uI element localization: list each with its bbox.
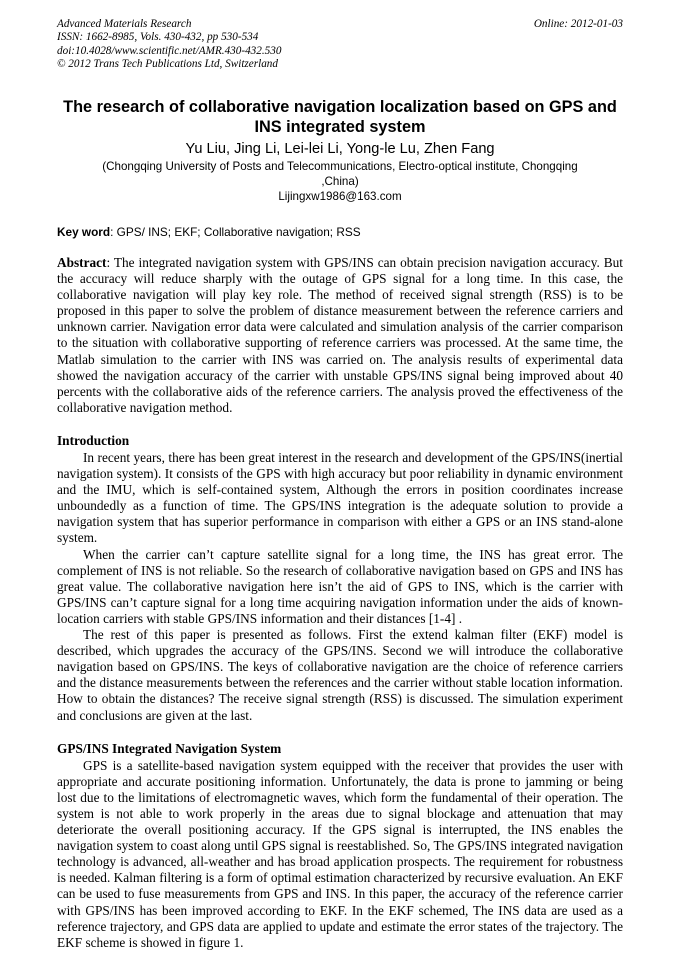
abstract-label: Abstract [57, 254, 107, 270]
abstract-separator: : [106, 254, 114, 270]
paragraph: In recent years, there has been great interest in the research and development of the GPS/INS(inertial navigation system). It consists of the GPS with high accuracy but poor reliability in dynamic environment and the IMU, which is self-contained system, Although the errors in position coordinates increase unboundedly as a function of time. The GPS/INS integration is the adequate solution to provide a navigation system that has superior performance in comparison with either a GPS or an INS stand-alone system. [57, 450, 623, 546]
paragraph: GPS is a satellite-based navigation system equipped with the receiver that provides the user with appropriate and accurate positioning information. Unfortunately, the data is prone to jamming or being lost due to the limitations of electromagnetic waves, which form the fundamental of their operation. The system is not able to work properly in the areas due to signal blockage and attenuation that may deteriorate the overall positioning accuracy. If the GPS signal is interrupted, the INS enables the navigation system to coast along until GPS signal is reestablished. So, The GPS/INS integrated navigation technology is advanced, all-weather and has broad application prospects. The requirement for robustness is needed. Kalman filtering is a form of optimal estimation characterized by recursive evaluation. An EKF can be used to fuse measurements from GPS and INS. In this paper, the accuracy of the reference carrier with GPS/INS has been improved according to EKF. In the EKF schemed, The INS data are used as a reference trajectory, and GPS data are applied to update and estimate the error states of the trajectory. The EKF scheme is showed in figure 1. [57, 757, 623, 950]
issn-volume-pages: ISSN: 1662-8985, Vols. 430-432, pp 530-534 [57, 31, 259, 44]
copyright-line: © 2012 Trans Tech Publications Ltd, Switzerland [57, 57, 278, 70]
online-date: Online: 2012-01-03 [533, 18, 623, 30]
contact-email: Lijingxw1986@163.com [278, 190, 402, 204]
keyword-separator: : [110, 224, 117, 239]
paragraph: When the carrier can’t capture satellite signal for a long time, the INS has great error. The complement of INS is not reliable. So the research of collaborative navigation based on GPS and INS has great value. The collaborative navigation here isn’t the aid of GPS to INS, which is the carrier with GPS/INS can’t capture signal for a long time acquiring navigation information under the aids of known-location carriers with stable GPS/INS information and their distances [1-4] . [57, 546, 623, 626]
author-list: Yu Liu, Jing Li, Lei-lei Li, Yong-le Lu, Zhen Fang [185, 141, 495, 158]
journal-name: Advanced Materials Research [57, 18, 192, 30]
abstract-paragraph [57, 255, 623, 416]
section-heading-gps-ins-integrated-navigation-system: GPS/INS Integrated Navigation System [57, 740, 282, 756]
keyword-value: GPS/ INS; EKF; Collaborative navigation; RSS [116, 224, 361, 239]
page-content [57, 18, 623, 951]
paragraph: The rest of this paper is presented as follows. First the extend kalman filter (EKF) model is described, which upgrades the accuracy of the GPS/INS. Second we will introduce the collaborative navigation based on GPS/INS. The keys of collaborative navigation are the choice of reference carriers and the distance measurements between the references and the carrier without stable location information. How to obtain the distances? The receive signal strength (RSS) is discussed. The simulation experiment and conclusions are given at the last. [57, 627, 623, 723]
section-heading-introduction: Introduction [57, 432, 130, 448]
masthead-left-block [57, 18, 437, 71]
keyword-line [57, 225, 623, 240]
abstract-text: The integrated navigation system with GPS/INS can obtain precision navigation accuracy. But the accuracy will reduce sharply with the outage of GPS signal for a long time. In this case, the collaborative navigation will play key role. The method of received signal strength (RSS) is to be proposed in this paper to solve the problem of distance measurement between the reference carriers and unknown carrier. Navigation error data were calculated and simulation analysis of the carrier comparison to the situation with collaborative supporting of reference carriers was processed. At the same time, the Matlab simulation to the carrier with INS was carried on. The analysis results of experimental data showed the navigation accuracy of the carrier with unstable GPS/INS signal being improved about 40 percents with the collaborative aids of the reference carriers. The analysis proved the effectiveness of the collaborative navigation method. [57, 254, 623, 415]
title-block [57, 97, 623, 205]
keyword-label: Key word [57, 224, 111, 239]
affiliation: (Chongqing University of Posts and Telecommunications, Electro-optical institute, Chongqing ,China) [102, 160, 578, 188]
masthead [57, 18, 623, 71]
page-title: The research of collaborative navigation localization based on GPS and INS integrated system [63, 98, 617, 137]
doi-line: doi:10.4028/www.scientific.net/AMR.430-432.530 [57, 44, 282, 57]
